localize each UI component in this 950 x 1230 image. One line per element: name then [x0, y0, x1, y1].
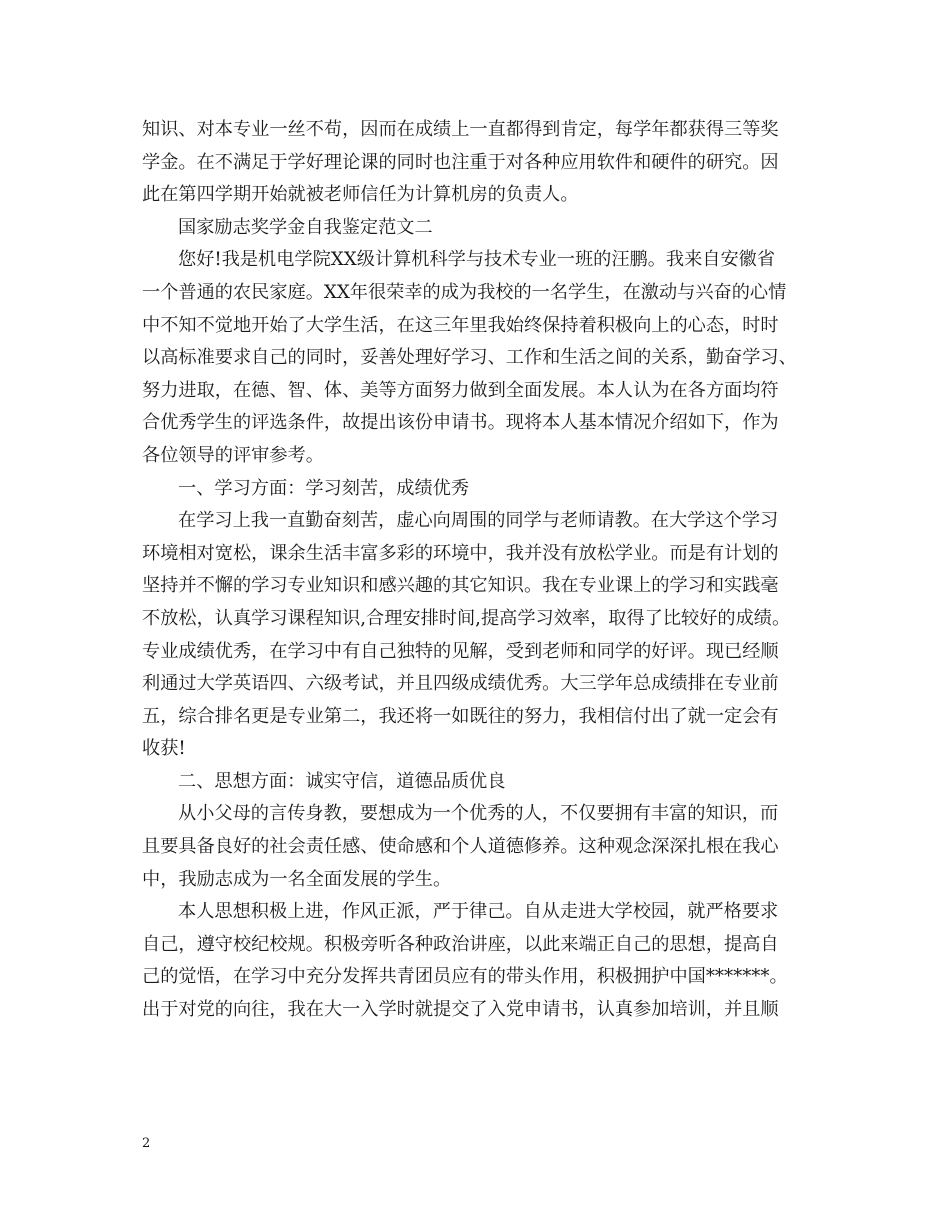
text-line: 环境相对宽松，课余生活丰富多彩的环境中，我并没有放松学业。而是有计划的 — [142, 542, 779, 564]
text-line: 合优秀学生的评选条件，故提出该份申请书。现将本人基本情况介绍如下，作为 — [142, 412, 779, 434]
text-line: 中不知不觉地开始了大学生活，在这三年里我始终保持着积极向上的心态，时时 — [142, 314, 779, 336]
text-line: 中，我励志成为一名全面发展的学生。 — [142, 868, 452, 890]
text-line: 五，综合排名更是专业第二，我还将一如既往的努力，我相信付出了就一定会有 — [142, 705, 779, 727]
text-line: 且要具备良好的社会责任感、使命感和个人道德修养。这种观念深深扎根在我心 — [142, 836, 779, 858]
text-line: 一、学习方面：学习刻苦，成绩优秀 — [178, 477, 470, 499]
text-line: 己的觉悟，在学习中充分发挥共青团员应有的带头作用，积极拥护中国*******。 — [142, 966, 788, 988]
text-line: 在学习上我一直勤奋刻苦，虚心向周围的同学与老师请教。在大学这个学习 — [178, 510, 779, 532]
document-body — [142, 114, 814, 1027]
text-line: 自己，遵守校纪校规。积极旁听各种政治讲座，以此来端正自己的思想，提高自 — [142, 933, 779, 955]
text-line: 以高标准要求自己的同时，妥善处理好学习、工作和生活之间的关系，勤奋学习、 — [142, 347, 797, 369]
text-line: 坚持并不懈的学习专业知识和感兴趣的其它知识。我在专业课上的学习和实践毫 — [142, 575, 779, 597]
text-line: 一个普通的农民家庭。XX年很荣幸的成为我校的一名学生，在激动与兴奋的心情 — [142, 281, 787, 303]
text-line: 利通过大学英语四、六级考试，并且四级成绩优秀。大三学年总成绩排在专业前 — [142, 673, 779, 695]
text-line: 二、思想方面：诚实守信，道德品质优良 — [178, 770, 506, 792]
text-line: 专业成绩优秀，在学习中有自己独特的见解，受到老师和同学的好评。现已经顺 — [142, 640, 779, 662]
text-line: 出于对党的向往，我在大一入学时就提交了入党申请书，认真参加培训，并且顺 — [142, 999, 779, 1021]
page-number: 2 — [142, 1136, 151, 1151]
text-line: 您好!我是机电学院XX级计算机科学与技术专业一班的汪鹏。我来自安徽省 — [178, 249, 776, 271]
text-line: 收获! — [142, 738, 186, 760]
text-line: 学金。在不满足于学好理论课的同时也注重于对各种应用软件和硬件的研究。因 — [142, 151, 779, 173]
text-line: 知识、对本专业一丝不苟，因而在成绩上一直都得到肯定，每学年都获得三等奖 — [142, 119, 779, 140]
text-line: 努力进取，在德、智、体、美等方面努力做到全面发展。本人认为在各方面均符 — [142, 379, 779, 401]
text-line: 从小父母的言传身教，要想成为一个优秀的人，不仅要拥有丰富的知识，而 — [178, 803, 779, 825]
text-line: 此在第四学期开始就被老师信任为计算机房的负责人。 — [142, 184, 579, 206]
text-line: 本人思想积极上进，作风正派，严于律己。自从走进大学校园，就严格要求 — [178, 901, 779, 923]
text-line: 不放松，认真学习课程知识,合理安排时间,提高学习效率，取得了比较好的成绩。 — [142, 607, 791, 629]
text-line: 国家励志奖学金自我鉴定范文二 — [178, 216, 433, 238]
text-line: 各位领导的评审参考。 — [142, 444, 324, 466]
